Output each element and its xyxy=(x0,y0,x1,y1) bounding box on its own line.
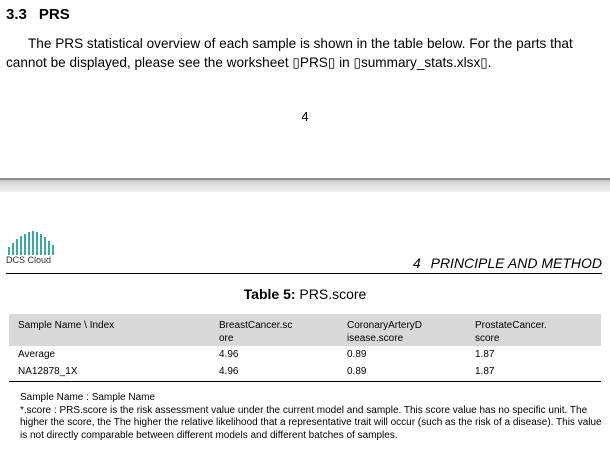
note-line: *.score : PRS.score is the risk assessment value under the current model and sample. This score value has no specific unit. The higher the score, the The higher the relative likelihood that a representative trait will occur (such as the risk of a disease). This value is not directly comparable between different models and different batches of samples. xyxy=(20,404,602,441)
column-header: Sample Name \ Index xyxy=(18,320,115,331)
chapter-header xyxy=(413,255,602,271)
table-header-row xyxy=(9,314,601,346)
logo-text: DCS Cloud xyxy=(6,255,52,265)
table-cell: 1.87 xyxy=(475,349,495,360)
table-notes xyxy=(20,392,610,442)
chapter-title: PRINCIPLE AND METHOD xyxy=(430,255,602,271)
chapter-number: 4 xyxy=(412,255,421,271)
section-number: 3.3 xyxy=(6,6,27,23)
table-cell: 0.89 xyxy=(347,349,367,360)
table-cell: 0.89 xyxy=(347,366,367,377)
page-number: 4 xyxy=(301,109,309,124)
column-header: CoronaryArteryD isease.score xyxy=(347,320,423,344)
section-title: PRS xyxy=(38,6,70,23)
table-caption xyxy=(0,286,610,302)
prs-score-table xyxy=(9,314,601,382)
column-header: BreastCancer.sc ore xyxy=(219,320,293,344)
page-separator-line xyxy=(0,178,610,180)
section-heading xyxy=(6,6,70,23)
table-row xyxy=(9,346,601,363)
column-header: ProstateCancer. score xyxy=(475,320,547,344)
table-cell: NA12878_1X xyxy=(18,366,78,377)
table-cell: 4.96 xyxy=(219,349,239,360)
table-caption-label: Table 5: xyxy=(243,286,296,302)
table-cell: Average xyxy=(18,349,56,360)
page-separator xyxy=(0,178,610,192)
table-cell: 4.96 xyxy=(219,366,239,377)
previous-page xyxy=(0,0,610,180)
note-line: Sample Name : Sample Name xyxy=(20,392,156,403)
table-bottom-rule xyxy=(9,381,601,382)
table-caption-text: PRS.score xyxy=(299,286,367,302)
intro-paragraph: The PRS statistical overview of each sample is shown in the table below. For the parts that cannot be displayed, please see the worksheet ▯PRS▯ in ▯summary_stats.xlsx▯. xyxy=(6,36,573,70)
table-row xyxy=(9,363,601,380)
header-rule xyxy=(6,273,602,274)
table-cell: 1.87 xyxy=(475,366,495,377)
